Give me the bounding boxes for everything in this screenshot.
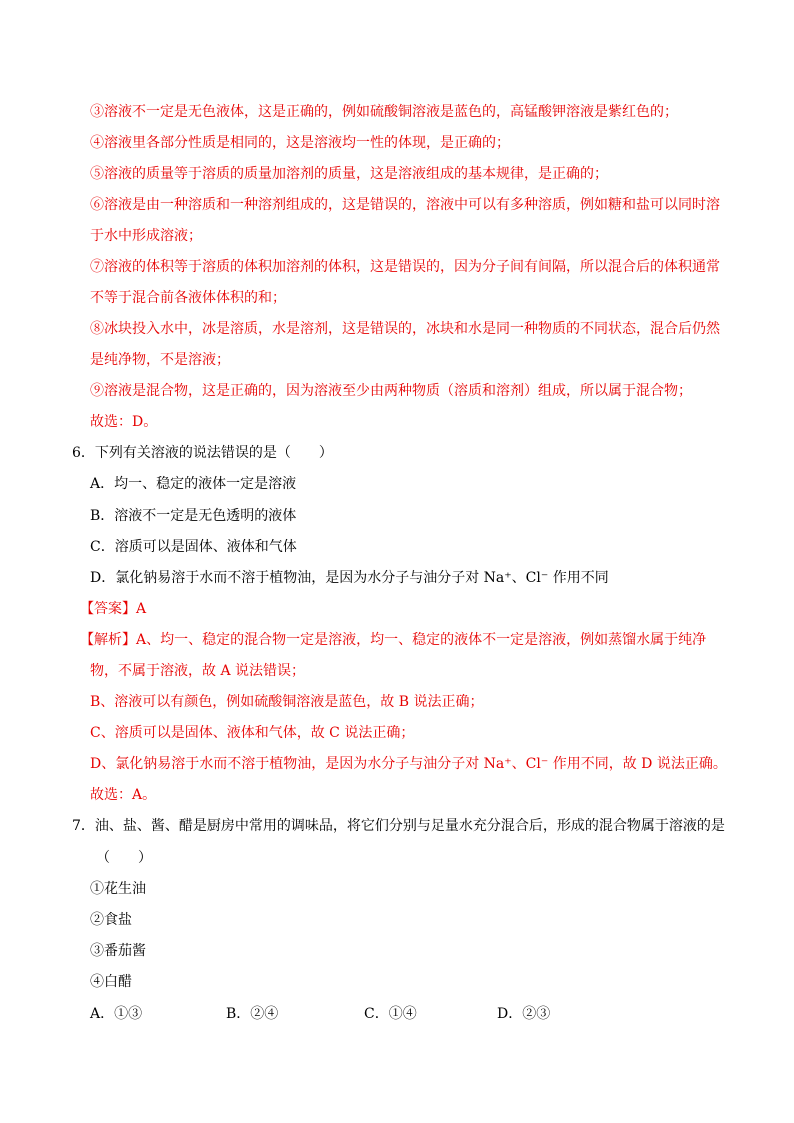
question-6-explanation-b: B、溶液可以有颜色，例如硫酸铜溶液是蓝色，故 B 说法正确； — [90, 694, 484, 710]
question-7-item-3: ③番茄酱 — [90, 943, 146, 959]
question-6-option-c: C．溶质可以是固体、液体和气体 — [90, 539, 297, 555]
analysis-line-5: ⑤溶液的质量等于溶质的质量加溶剂的质量，这是溶液组成的基本规律，是正确的； — [90, 166, 608, 182]
question-6-explanation-d: D、氯化钠易溶于水而不溶于植物油，是因为水分子与油分子对 Na⁺、Cl⁻ 作用不同，故 D 说法正确。 — [90, 756, 727, 772]
question-6-explanation-1-cont: 物，不属于溶液，故 A 说法错误； — [90, 663, 306, 679]
question-7-stem: 7．油、盐、酱、醋是厨房中常用的调味品，将它们分别与足量水充分混合后，形成的混合物属于溶液的是 — [72, 818, 725, 834]
question-7-option-b: B．②④ — [226, 1006, 279, 1022]
analysis-line-7: ⑦溶液的体积等于溶质的体积加溶剂的体积，这是错误的，因为分子间有间隔，所以混合后的体积通常 — [90, 259, 720, 275]
question-6-option-b: B．溶液不一定是无色透明的液体 — [90, 508, 297, 524]
question-7-item-4: ④白醋 — [90, 974, 132, 990]
analysis-line-3: ③溶液不一定是无色液体，这是正确的，例如硫酸铜溶液是蓝色的，高锰酸钾溶液是紫红色的； — [90, 104, 678, 120]
question-7-option-c: C．①④ — [364, 1006, 417, 1022]
analysis-line-6: ⑥溶液是由一种溶质和一种溶剂组成的，这是错误的，溶液中可以有多种溶质，例如糖和盐可以同时溶 — [90, 197, 720, 213]
question-7-paren: （ ） — [96, 850, 152, 866]
question-7-item-1: ①花生油 — [90, 881, 146, 897]
question-6-answer: 【答案】A — [80, 601, 147, 617]
analysis-line-4: ④溶液里各部分性质是相同的，这是溶液均一性的体现，是正确的； — [90, 135, 510, 151]
question-6-conclusion: 故选：A。 — [90, 787, 157, 803]
question-6-explanation-c: C、溶质可以是固体、液体和气体，故 C 说法正确； — [90, 725, 415, 741]
analysis-line-9: ⑨溶液是混合物，这是正确的，因为溶液至少由两种物质（溶质和溶剂）组成，所以属于混合物； — [90, 383, 692, 399]
analysis-line-6-cont: 于水中形成溶液； — [90, 228, 202, 244]
analysis-conclusion: 故选：D。 — [90, 414, 158, 430]
question-6-explanation-1: 【解析】A、均一、稳定的混合物一定是溶液，均一、稳定的液体不一定是溶液，例如蒸馏水属于纯净 — [80, 632, 707, 648]
question-7-option-a: A．①③ — [90, 1006, 143, 1022]
question-6-option-d: D．氯化钠易溶于水而不溶于植物油，是因为水分子与油分子对 Na⁺、Cl⁻ 作用不同 — [90, 570, 609, 586]
analysis-line-8-cont: 是纯净物，不是溶液； — [90, 352, 230, 368]
question-6-stem: 6．下列有关溶液的说法错误的是（ ） — [72, 445, 333, 461]
question-7-item-2: ②食盐 — [90, 912, 132, 928]
question-6-option-a: A．均一、稳定的液体一定是溶液 — [90, 476, 297, 492]
analysis-line-7-cont: 不等于混合前各液体体积的和； — [90, 290, 286, 306]
question-7-option-d: D．②③ — [497, 1006, 551, 1022]
analysis-line-8: ⑧冰块投入水中，冰是溶质，水是溶剂，这是错误的，冰块和水是同一种物质的不同状态，混合后仍然 — [90, 321, 720, 337]
